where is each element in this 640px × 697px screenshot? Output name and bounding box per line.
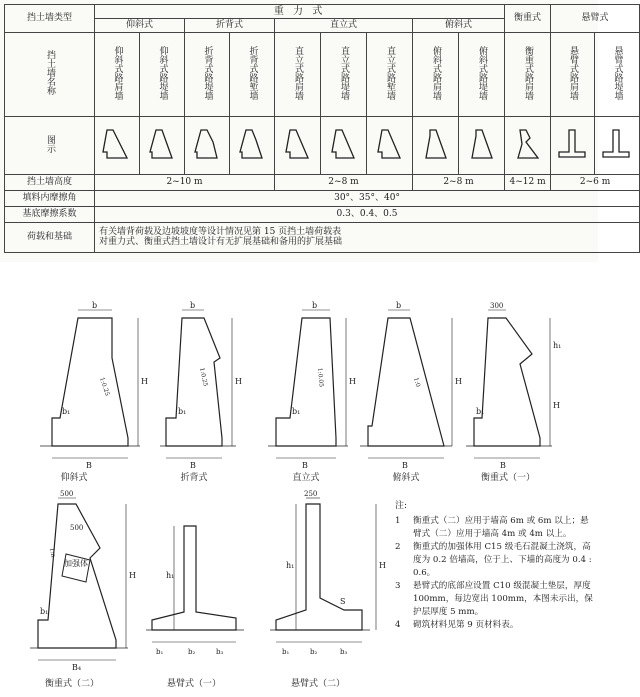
label-b: b [190, 301, 196, 310]
note-item: 4 砌筑材料见第 9 页材料表。 [395, 620, 519, 630]
label-dim250: 250 [304, 490, 318, 498]
label-b1: b₁ [62, 407, 71, 416]
notes [395, 500, 595, 632]
shape-cell [95, 117, 140, 175]
label-b3: b₃ [216, 648, 224, 656]
shape-cell [275, 117, 321, 175]
caption: 衡重式（一） [480, 473, 536, 483]
wall-hengzhong1 [474, 318, 540, 446]
wall-zhili [276, 318, 336, 446]
shape-cell [321, 117, 367, 175]
shape-cell [459, 117, 505, 175]
label-H: H [553, 401, 560, 410]
group-balance: 衡重式 [505, 5, 551, 33]
label-b1: b₁ [292, 407, 301, 416]
note-item: 2 衡重式的加强体用 C15 级毛石混凝土浇筑，高度为 0.2 倍墙高，位于上、下墙的高度为 0.4 : 0.6。 [395, 542, 592, 578]
label-H: H [379, 561, 386, 570]
name-cell: 仰斜式路肩墙 [95, 33, 140, 117]
shape-cell [185, 117, 230, 175]
name-cell: 衡重式路肩墙 [505, 33, 551, 117]
row-height-label: 挡土墙高度 [5, 175, 95, 191]
height-cell: 2~6 m [551, 175, 640, 191]
label-ratio5: 1:n [48, 547, 57, 558]
sub-zhili: 直立式 [275, 19, 413, 33]
shape-cell [230, 117, 275, 175]
label-b2: b₂ [310, 648, 318, 656]
wall-shape-icon [232, 124, 272, 164]
label-B: B [190, 461, 196, 470]
wall-shape-icon [370, 124, 410, 164]
label-Bs: B₄ [72, 663, 82, 672]
shape-cell [505, 117, 551, 175]
shape-cell [140, 117, 185, 175]
drawings-sheet [0, 298, 598, 697]
name-cell: 俯斜式路肩墙 [413, 33, 459, 117]
label-b1: b₁ [476, 407, 485, 416]
height-cell: 2~8 m [275, 175, 413, 191]
load-line-2: 对重力式、衡重式挡土墙设计有无扩展基础和备用的扩展基础 [99, 236, 343, 247]
wall-shape-icon [278, 124, 318, 164]
label-H: H [455, 377, 462, 386]
label-B: B [500, 461, 506, 470]
row-friction-label: 填料内摩擦角 [5, 191, 95, 207]
height-cell: 2~10 m [95, 175, 275, 191]
height-cell: 4~12 m [505, 175, 551, 191]
label-B: B [402, 461, 408, 470]
wall-shape-icon [324, 124, 364, 164]
wall-fuxie2 [368, 318, 444, 446]
label-b2: b₂ [188, 648, 196, 656]
caption: 悬臂式（二） [290, 679, 346, 689]
label-b1: b₁ [178, 407, 187, 416]
group-cantilever: 悬臂式 [551, 5, 640, 33]
note-item: 1 衡重式（二）应用于墙高 6m 或 6m 以上；悬臂式（二）应用于墙高 4m 或 4m 以上。 [395, 516, 589, 539]
row-load-label: 荷载和基础 [5, 223, 95, 253]
caption: 悬臂式（一） [166, 679, 222, 689]
label-dim300: 300 [490, 302, 504, 310]
row-diagram-label: 图示 [5, 117, 95, 175]
base-value: 0.3、0.4、0.5 [95, 207, 640, 223]
sub-fuxie2: 俯斜式 [413, 19, 505, 33]
label-ratio3: 1:0.05 [316, 367, 325, 388]
label-H: H [129, 571, 136, 580]
label-b: b [396, 301, 402, 310]
group-gravity: 重 力 式 [95, 5, 505, 19]
wall-shape-icon [508, 124, 548, 164]
friction-value: 30°、35°、40° [95, 191, 640, 207]
caption: 衡重式（二） [44, 679, 100, 689]
wall-shape-icon [97, 124, 137, 164]
label-dim500b: 500 [70, 524, 84, 532]
label-S: S [340, 597, 346, 606]
row-name-label: 挡土墙名称 [5, 33, 95, 117]
name-cell: 仰斜式路堤墙 [140, 33, 185, 117]
label-H: H [141, 377, 148, 386]
label-b1: b₁ [40, 607, 49, 616]
wall-shape-icon [597, 124, 637, 164]
label-B: B [86, 461, 92, 470]
wall-shape-icon [142, 124, 182, 164]
sub-zhebei: 折背式 [185, 19, 275, 33]
table-photo [0, 0, 623, 262]
name-cell: 俯斜式路堤墙 [459, 33, 505, 117]
wall-shape-icon [462, 124, 502, 164]
caption: 仰斜式 [60, 473, 88, 483]
name-cell: 直立式路堤墙 [321, 33, 367, 117]
caption: 俯斜式 [392, 473, 420, 483]
shape-cell [367, 117, 413, 175]
label-ratio2: 1:0.25 [198, 366, 209, 388]
shape-cell [413, 117, 459, 175]
load-cell [95, 223, 640, 253]
label-h1: h₁ [166, 571, 175, 580]
wall-shape-icon [416, 124, 456, 164]
label-b: b [92, 301, 98, 310]
label-H: H [235, 377, 242, 386]
name-cell: 折背式路堑墙 [230, 33, 275, 117]
name-cell: 折背式路堤墙 [185, 33, 230, 117]
label-b: b [312, 301, 318, 310]
sub-fuxie: 仰斜式 [95, 19, 185, 33]
col-type-header: 挡土墙类型 [5, 5, 95, 33]
name-cell: 直立式路堑墙 [367, 33, 413, 117]
height-cell: 2~8 m [413, 175, 505, 191]
caption: 折背式 [180, 473, 208, 483]
label-ratio4: 1:0 [412, 376, 422, 388]
note-item: 3 悬臂式的底部应设置 C10 级混凝土垫层，厚度 100mm，每边宽出 100mm，本图未示出，保护层厚度 5 mm。 [395, 581, 593, 617]
label-b3: b₃ [340, 648, 348, 656]
wall-fuxie [52, 318, 128, 446]
shape-cell [595, 117, 640, 175]
name-cell: 直立式路肩墙 [275, 33, 321, 117]
name-cell: 悬臂式路堤墙 [595, 33, 640, 117]
label-h1: h₁ [286, 561, 295, 570]
caption: 直立式 [292, 473, 320, 483]
label-dim500: 500 [60, 490, 74, 498]
label-ratio: 1:0.25 [98, 376, 111, 397]
notes-title: 注: [395, 501, 408, 511]
label-h1: h₁ [553, 341, 562, 350]
wall-shape-icon [187, 124, 227, 164]
label-b1: b₁ [156, 648, 164, 656]
label-b1: b₁ [282, 648, 290, 656]
wall-zhebei [166, 318, 222, 446]
wall-xuanbi1 [152, 526, 236, 630]
retaining-wall-table [4, 4, 640, 253]
name-cell: 悬臂式路肩墙 [551, 33, 595, 117]
wall-shape-icon [553, 124, 593, 164]
shape-cell [551, 117, 595, 175]
row-base-label: 基底摩擦系数 [5, 207, 95, 223]
label-B: B [302, 461, 308, 470]
infill-label: 加强体 [64, 559, 88, 568]
label-H: H [349, 377, 356, 386]
load-line-1: 有关墙背荷载及边坡坡度等设计情况见第 15 页挡土墙荷载表 [99, 226, 342, 237]
